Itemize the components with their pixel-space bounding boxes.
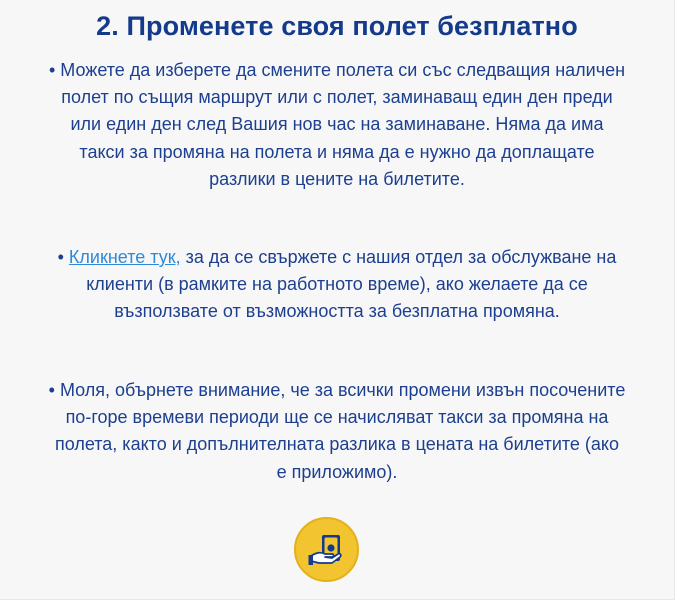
- money-hand-icon: [294, 517, 359, 582]
- paragraph-free-change: • Можете да изберете да смените полета си със следващия наличен полет по същия маршрут или с полет, заминаващ един ден преди или един ден след Вашия нов час на заминаване. Няма да има такси за промяна на полета и няма да е нужно да доплащате разлики в цените на билетите.: [48, 60, 626, 189]
- bullet-text: •: [57, 247, 69, 267]
- paragraph-fees-note: • Моля, обърнете внимание, че за всички промени извън посочените по-горе времеви периоди ще се начисляват такси за промяна на полета, както и допълнителната разлика в цената на билетите (ако е приложимо).: [48, 380, 626, 482]
- paragraph-text: за да се свържете с нашия отдел за обслужване на клиенти (в рамките на работното време), ако желаете да се възползвате от възможността за безплатна промяна.: [86, 247, 617, 322]
- click-here-link[interactable]: Кликнете тук,: [68, 247, 181, 267]
- money-hand-icon-graphic: [307, 530, 347, 570]
- section-title: 2. Променете своя полет безплатно: [96, 11, 578, 41]
- paragraph-contact-support: [30, 244, 644, 326]
